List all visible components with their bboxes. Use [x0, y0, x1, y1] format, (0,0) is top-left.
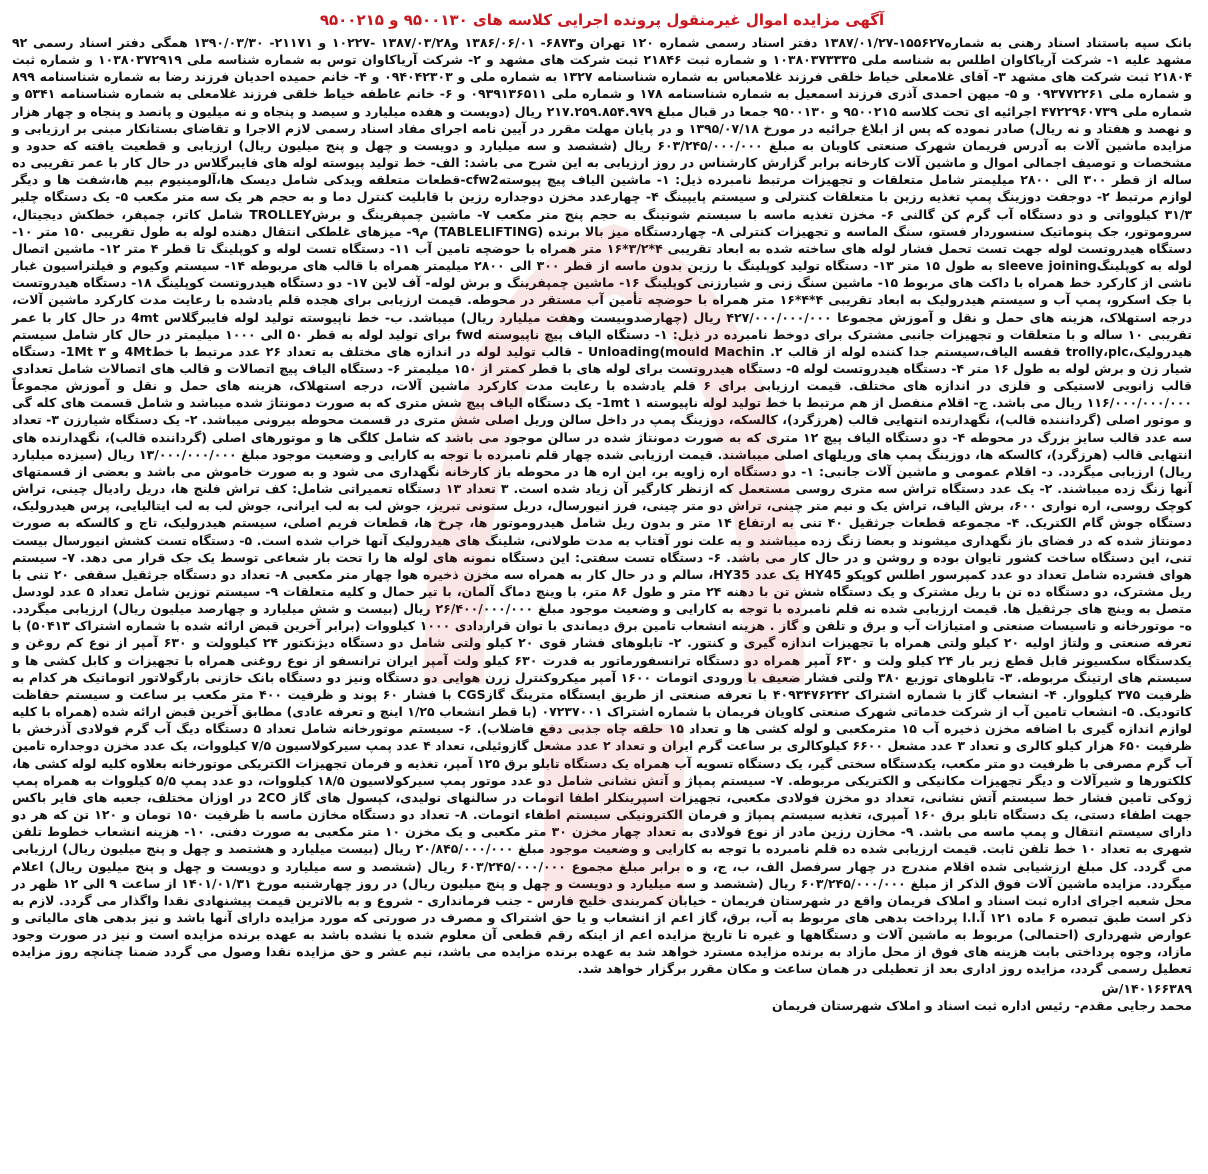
- notice-body: بانک سپه باستناد اسناد رهنی به شماره۱۵۵۶۲۷-۱۳۸۷/۰۱/۲۷ دفتر اسناد رسمی شماره ۱۲۰ تهران و۶۸۷۳- ۱۳۸۶/۰۶/۰۱ و۱۳۸۷/۰۳/۲۸ -۱۰۲۲۷ و ۲۱۱۷۱- ۱۳۹۰/۰۳/۳۰ همگی دفتر اسناد رسمی ۹۲ مشهد علیه ۱- شرکت آریاکاوان اطلس به شناسه ملی ۱۰۳۸۰۳۷۳۳۳۵ و شماره ثبت ۲۱۸۴۶ ثبت شرکت های مشهد و ۲- شرکت آریاکاوان توس به شماره شناسه ملی ۱۰۳۸۰۳۷۲۹۱۹ و شماره ثبت ۲۱۸۰۴ ثبت شرکت های مشهد ۳- آقای غلامعلی خیاط خلقی فرزند غلامعباس به شماره شناسنامه ۱۳۲۷ به شماره ملی و ۰۹۴۰۴۲۳۰۳ و ۴- خانم حمیده احدیان فرزند رضا به شماره شناسنامه ۸۹۹ و شماره ملی ۰۹۳۷۷۲۲۶۱ و ۵- میهن احمدی آذری فرزند اسمعیل به شماره شناسنامه ۱۷۸ و شماره ملی ۰۹۳۹۱۳۶۵۱۱ و ۶- خانم عاطفه خیاط خلقی فرزند غلامعلی به شماره شناسنامه ۵۳۴۱ و شماره ملی ۴۷۲۲۹۶۰۷۳۹ اجرائیه ای تحت کلاسه ۹۵۰۰۲۱۵ و ۹۵۰۰۱۳۰ جمعا در قبال مبلغ ۲۱۷.۲۵۹.۸۵۴.۹۷۹ ریال (دویست و هفده میلیارد و سیصد و پنجاه و نه میلیون و پانصد و پنجاه و چهار هزار و نهصد و هفتاد و نه ریال) صادر نموده که پس از ابلاغ جرائیه در مورخ ۱۳۹۵/۰۷/۱۸ و در پایان مهلت مقرر در آیین نامه اجرای مفاد اسناد رسمی لازم الاجرا و تقاضای بستانکار مبنی بر ارزیابی و مزایده ماشین آلات به آدرس فریمان شهرک صنعتی کاویان به مبلغ ۶۰۳/۲۴۵/۰۰۰/۰۰۰ ریال (ششصد و سه میلیارد و دویست و چهل و پنج میلیون ریال) ارزیابی و قطعیت یافته که حدود و مشخصات و توصیف اجمالی اموال و ماشین آلات کارخانه برابر گزارش کارشناس در روز ارزیابی به این شرح می باشد: الف- خط تولید پیوسته لوله های فایبرگلاس در حال کار با عمر تقریبی ده ساله از قطر ۳۰۰ الی ۲۸۰۰ میلیمتر شامل متعلقات و تجهیزات مرتبط نامبرده ذیل: ۱- ماشین الیاف پیچ پیوستهcfw2-قطعات متعلقه ویدکی شامل دیسک ها،آلومینیوم بیم ها،شفت ها و دیگر لوازم مرتبط ۲- دوجفت دوزینگ پمپ تغذیه رزین با متعلقات کنترلی و سیستم پایپینگ ۴- چهارعدد مخزن دوجداره رزین با قابلیت کنترل دما و به حجم هر یک سه متر مکعب ۵- یک دستگاه چلیر ۳۱/۳ کیلوواتی و دو دستگاه آب گرم کن گالنی ۶- مخزن تغذیه ماسه با سیستم شوتینگ به حجم پنج متر مکعب ۷- ماشین چمپفرینگ و برشTROLLEY شامل کاتر، چمپفر، خطکش دیجیتال، سروموتور، جک پنوماتیک سنسوردار فستو، سنگ الماسه و تجهیزات کنترلی ۸- چهاردستگاه میز بالا برنده (TABLELIFTING) م۹- میزهای غلطکی انتقال دهنده لوله به طول تقریبی ۱۵۰ متر ۱۰- دستگاه هیدروتست لوله جهت تست تحمل فشار لوله های ساخته شده به ابعاد تقریبی ۴*۳/۲*۱۶ متر همراه با حوضچه تامین آب ۱۱- دستگاه تست لوله و کوپلینگ تا قطر ۴ متر ۱۲- ماشین اتصال لوله به کوپلینگsleeve joining به طول ۱۵ متر ۱۳- دستگاه تولید کوپلینگ با رزین بدون ماسه از قطر ۳۰۰ الی ۲۸۰۰ میلیمتر همراه با قالب های مربوطه ۱۴- سیستم وکیوم و فیلتراسیون غبار ناشی از کارکرد خط همراه با داکت های مربوط ۱۵- ماشین سنگ زنی و شیارزنی کوپلینگ ۱۶- ماشین چمپفرینگ و برش لوله- آف لاین ۱۷- دو دستگاه هیدروتست کوپلینگ ۱۸- دستگاه هیدروتست با جک اسکرو، پمپ آب و سیستم هیدرولیک به ابعاد تقریبی ۴*۴*۱۶ متر همراه با حوضچه تأمین آب مستقر در محوطه. قیمت ارزیابی برای هجده قلم یادشده با رعایت مدت کارکرد ماشین آلات، درجه استهلاک، هزینه های حمل و نقل و آموزش مجموعا ۴۲۷/۰۰۰/۰۰۰/۰۰۰ ریال (چهارصدوبیست وهفت میلیارد ریال) میباشد. ب- خط ناپیوسته تولید لوله فایبرگلاس 4mt در حال کار با عمر تقریبی ۱۰ ساله و با متعلقات و تجهیزات جانبی مشترک برای دوخط نامبرده در ذیل: ۱- دستگاه الیاف پیچ ناپیوسته fwd برای تولید لوله به قطر ۵۰ الی ۱۰۰۰ میلیمتر در حال کار شامل سیستم هیدرولیک،trolly،plc قفسه الیاف،سیستم جدا کننده لوله از قالب ۲. Unloading(mould Machin - قالب تولید لوله در اندازه های مختلف به تعداد ۲۶ عدد مرتبط با خط4Mt و 1Mt ۳- دستگاه شیار زن و برش لوله به طول ۱۶ متر ۴- دستگاه هیدروتست لوله ۵- دستگاه هیدروتست برای لوله های با قطر کمتر از ۱۵۰ میلیمتر ۶- دستگاه الیاف پیچ اتصالات و قالب های اتصالات شامل تعدادی قالب زانویی لاستیکی و فلزی در اندازه های مختلف. قیمت ارزیابی برای ۶ قلم یادشده با رعایت مدت کارکرد ماشین آلات، درجه استهلاک، هزینه های حمل و نقل و آموزش مجموعاً ۱۱۶/۰۰۰/۰۰۰/۰۰۰ ریال می باشد. ج- اقلام منفصل از هم مرتبط با خط تولید لوله ناپیوسته 1mt ۱- یک دستگاه الیاف پیچ شش متری که به صورت دمونتاژ شده میباشد و شامل قسمت های کله گی و موتور اصلی (گردانننده قالب)، نگهدارنده انتهایی قالب (هرزگرد)، کالسکه، دوزینگ پمپ در داخل سالن وریل اصلی شش متری در قسمت محوطه بیرونی میباشد. ۲- یک دستگاه شیارزن ۳- تعداد سه عدد قالب سایز بزرگ در محوطه ۴- دو دستگاه الیاف پیچ ۱۲ متری که به صورت دمونتاژ شده در سالن موجود می باشد که شامل کلگی ها و موتورهای اصلی (گرداننده قالب)، نگهدارنده های انتهایی قالب (هرزگرد)، کالسکه ها، دوزینگ پمپ های وریلهای اصلی میباشند. قیمت ارزیابی شده چهار قلم نامبرده با توجه به کارایی و وضعیت موجود مبلغ ۱۳/۰۰۰/۰۰۰/۰۰۰ ریال (سیزده میلیارد ریال) ارزیابی میگردد. د- اقلام عمومی و ماشین آلات جانبی: ۱- دو دستگاه اره زاویه بر، این اره ها در محوطه باز کارخانه نگهداری می شود و به صورت خاموش می باشد و بعضی از قسمتهای آنها زنگ زده میباشند. ۲- یک عدد دستگاه تراش سه متری روسی مستعمل که ازنظر کارگیر آن زیاد شده است. ۳ تعداد ۱۳ دستگاه تعمیراتی شامل: کف تراش فلنج ها، دریل رادیال چینی، تراش کوچک روسی، اره نواری ۶۰۰، برش الیاف، تراش یک و نیم متر چینی، تراش دو متر چینی، فرز انیورسال، دریل ستونی تبریز، جوش لب به لب ایرانی، جوش لب به لب ایتالیایی، پرس هیدرولیک، دستگاه جوش گام الکتریک. ۴- مجموعه قطعات جرثقیل ۴۰ تنی به ارتفاع ۱۴ متر و بدون ریل شامل هیدروموتور ها، چرخ ها، قطعات فریم اصلی، سیستم هیدرولیک، تاج و کالسکه به صورت دمونتاژ شده که در فضای باز نگهداری میشوند و بعضا زنگ زده میباشند و به علت نور آفتاب به مدت طولانی، شلینگ های هیدرولیک آنها خراب شده است. ۵- دستگاه تست کشش انیورسال بیست تنی، این دستگاه ساخت کشور تایوان بوده و روشن و در حال کار می باشد. ۶- دستگاه تست سفتی: این دستگاه نمونه های لوله ها را تحت بار شعاعی توسط یک جک قرار می دهد. ۷- سیستم هوای فشرده شامل تعداد دو عدد کمپرسور اطلس کوپکو HY45 یک عدد HY35، سالم و در حال کار به همراه سه مخزن ذخیره هوا چهار متر مکعبی ۸- تعداد دو دستگاه جرثقیل سقفی ۲۰ تنی با ریل مشترک، دو دستگاه ده تن با ریل مشترک و یک دستگاه شش تن با دهنه ۲۴ متر و طول ۸۶ متر، با وینچ دماگ آلمان، با تیر حمال و کلیه متعلقات ۹- سیستم توزین شامل تعداد ۵ عدد لودسل متصل به وینچ های جرثقیل ها. قیمت ارزیابی شده نه قلم نامبرده با توجه به کارایی و وضعیت موجود مبلغ ۲۶/۴۰۰/۰۰۰/۰۰۰ ریال (بیست و شش میلیارد و چهارصد میلیون ریال) ارزیابی میگردد. ه- موتورخانه و تاسیسات صنعتی و امتیازات آب و برق و تلفن و گاز . هزینه انشعاب تامین برق دیماندی با توان قراردادی ۱۰۰۰ کیلووات (برابر آخرین قبض ارائه شده با شماره اشتراک ۵۰۴۱۳) با تعرفه صنعتی و ولتاژ اولیه ۲۰ کیلو ولتی همراه با تجهیزات اندازه گیری و کنتور. ۲- تابلوهای فشار قوی ۲۰ کیلو ولتی شامل دو دستگاه دیژنکتور ۲۴ کیلوولت و ۶۳۰ آمپر از نوع کم روغن و یکدستگاه سکسیونر قابل قطع زیر بار ۲۴ کیلو ولت و ۶۳۰ آمپر همراه دو دستگاه ترانسفورماتور به قدرت ۶۳۰ کیلو ولت آمپر ایران ترانسفو از نوع روغنی همراه با تجهیزات و کابل کشی ها و سیستم های ارتینگ مربوطه. ۳- تابلوهای توزیع ۳۸۰ ولتی فشار ضعیف با ورودی اتومات ۱۶۰۰ آمپر میکروکنترل زرن هوایی دو دستگاه ونیز دو دستگاه بانک خازنی بارگولاتور اتوماتیک هر کدام به ظرفیت ۳۷۵ کیلووار. ۴- انشعاب گاز با شماره اشتراک ۴۰۹۳۴۷۶۲۴۲ با تعرفه صنعتی از طریق ایستگاه مترینگ گازCGS با فشار ۶۰ پوند و ظرفیت ۴۰۰ متر مکعب بر ساعت و سیستم حفاظت کاتودیک. ۵- انشعاب تامین آب از شرکت خدماتی شهرک صنعتی کاویان فریمان با شماره اشتراک ۰۷۲۳۷۰۰۱ (با قطر انشعاب ۱/۲۵ اینچ و تعرفه عادی) مطابق آخرین قبض ارائه شده (همراه با کلیه لوازم اندازه گیری با اضافه مخزن ذخیره آب ۱۵ مترمکعبی و لوله کشی ها و تعداد ۱۵ حلقه چاه جذبی دفع فاضلاب). ۶- سیستم موتورخانه شامل تعداد ۵ دستگاه دیگ آب گرم فولادی آذرخش با ظرفیت ۶۵۰ هزار کیلو کالری و تعداد ۳ عدد مشعل ۶۶۰۰ کیلوکالری بر ساعت گرم ایران و تعداد ۲ عدد مشعل گازوئیلی، تعداد ۴ عدد پمپ سیرکولاسیون ۷/۵ کیلووات، یک عدد مخزن دوجداره تامین آب گرم مصرفی با ظرفیت دو متر مکعب، یکدستگاه سختی گیر، یک دستگاه تسویه آب همراه یک دستگاه تابلو برق ۱۲۵ آمپر، تغذیه و فرمان تجهیزات الکتریکی موتورخانه بعلاوه کلیه لوله کشی ها، کلکتورها و شیرآلات و دیگر تجهیزات مکانیکی و الکتریکی مربوطه. ۷- سیستم پمپاژ و آتش نشانی شامل دو عدد موتور پمپ سیرکولاسیون ۱۸/۵ کیلووات، دو عدد پمپ ۵/۵ کیلووات به همراه پمپ ژوکی تامین فشار خط سیستم آتش نشانی، تعداد دو مخزن فولادی مکعبی، تجهیزات اسپرینکلر اطفا اتومات در سالنهای تولیدی، کپسول های گاز 2CO در اوزان مختلف، جعبه های فایر باکس جهت اطفاء دستی، یک دستگاه تابلو برق ۱۶۰ آمپری، تغذیه سیستم پمپاژ و فرمان الکترونیکی سیستم اطفاء اتومات. ۸- تعداد دو دستگاه مخازن ماسه با ظرفیت ۱۵۰ تومان و ۱۲۰ تن که هر دو دارای سیستم انتقال و پمپ ماسه می باشد. ۹- مخازن رزین مادر از نوع فولادی به تعداد چهار مخزن ۳۰ متر مکعبی و یک مخزن ۱۰ متر مکعبی به صورت دفنی. ۱۰- هزینه انشعاب خطوط تلفن شهری به تعداد ۱۰ خط تلفن ثابت. قیمت ارزیابی شده ده قلم نامبرده با توجه به کارایی و وضعیت موجود مبلغ ۲۰/۸۴۵/۰۰۰/۰۰۰ ریال (بیست میلیارد و هشتصد و چهل و پنج میلیون ریال) ارزیابی می گردد. کل مبلغ ارزشیابی شده اقلام مندرج در چهار سرفصل الف، ب، ج، و ه برابر مبلغ مجموع ۶۰۳/۲۴۵/۰۰۰/۰۰۰ ریال (ششصد و سه میلیارد و دویست و چهل و پنج میلیون ریال) اعلام میگردد. مزایده ماشین آلات فوق الذکر از مبلغ ۶۰۳/۲۴۵/۰۰۰/۰۰۰ ریال (ششصد و سه میلیارد و دویست و چهل و پنج میلیون ریال) در روز چهارشنبه مورخ ۱۴۰۱/۰۱/۳۱ از ساعت ۹ الی ۱۲ ظهر در محل شعبه اجرای اداره ثبت اسناد و املاک فریمان واقع در شهرستان فریمان - خیابان کمربندی خلیج فارس - جنب فرمانداری - شروع و به بالاترین قیمت پیشنهادی نقدا واگذار می گردد. لازم به ذکر است طبق تبصره ۶ ماده ۱۲۱ آ.ا.ا پرداخت بدهی های مربوط به آب، برق، گاز اعم از انشعاب و یا حق اشتراک و مصرف در صورتی که مورد مزایده دارای آنها باشد و نیز بدهی های مالیاتی و عوارض شهرداری (احتمالی) مربوط به ماشین آلات و دستگاهها و غیره تا تاریخ مزایده اعم از اینکه رقم قطعی آن معلوم شده یا نشده باشد به عهده برنده مزایده است و نیز در صورت وجود مازاد، وجوه پرداختی بابت هزینه های فوق از محل مازاد به برنده مزایده مسترد خواهد شد به عهده برنده مزایده می باشد، نیم عشر و حق مزایده نقدا وصول می گردد ضمنا چنانچه روز مزایده تعطیل رسمی گردد، مزایده روز اداری بعد از تعطیلی در همان ساعت و مکان مقرر برگزار خواهد شد.: [12, 35, 1193, 977]
- auction-notice: [4, 4, 1200, 1166]
- notice-signature: محمد رجایی مقدم- رئیس اداره ثبت اسناد و املاک شهرستان فریمان: [771, 997, 1192, 1013]
- notice-reference-number: ۱۴۰۱۶۶۳۸۹/ش: [1101, 980, 1192, 996]
- notice-title: آگهی مزایده اموال غیرمنقول پرونده اجرایی کلاسه های ۹۵۰۰۱۳۰ و ۹۵۰۰۲۱۵: [319, 11, 885, 29]
